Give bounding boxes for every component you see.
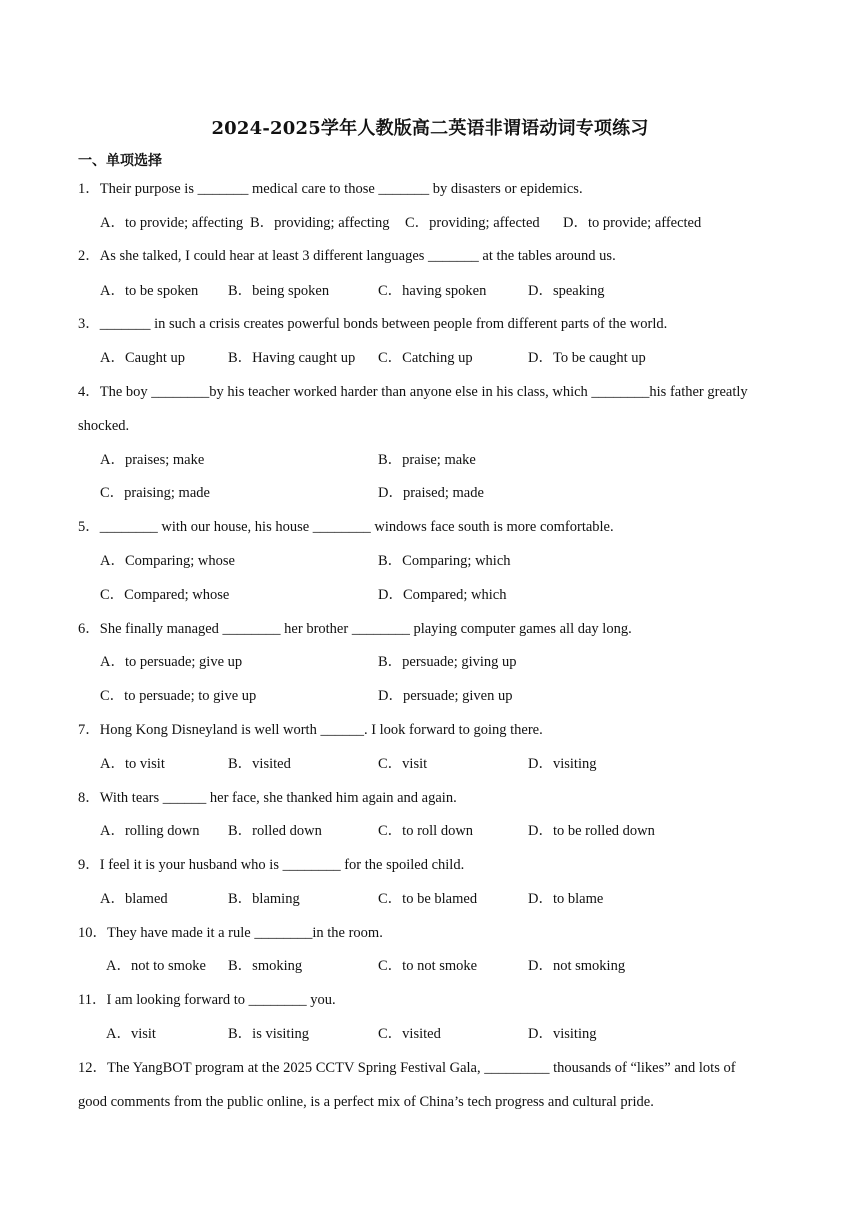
question-10-option-c[interactable]: C．to not smoke bbox=[378, 958, 478, 974]
question-5-option-c[interactable]: C．Compared; whose bbox=[100, 587, 230, 603]
question-6-stem: 6．She finally managed ________ her brother ________ playing computer games all day long. bbox=[78, 621, 632, 637]
question-5-option-d[interactable]: D．Compared; which bbox=[378, 587, 507, 603]
question-5-option-a[interactable]: A．Comparing; whose bbox=[100, 553, 235, 569]
question-4-option-c[interactable]: C．praising; made bbox=[100, 485, 210, 501]
question-7-stem: 7．Hong Kong Disneyland is well worth ______. I look forward to going there. bbox=[78, 722, 543, 738]
question-8-option-a[interactable]: A．rolling down bbox=[100, 823, 200, 839]
question-12-stem: 12．The YangBOT program at the 2025 CCTV Spring Festival Gala, _________ thousands of “likes” and lots of bbox=[78, 1060, 736, 1076]
question-2-option-c[interactable]: C．having spoken bbox=[378, 283, 487, 299]
question-1-option-b[interactable]: B．providing; affecting bbox=[250, 215, 390, 231]
question-11-option-b[interactable]: B．is visiting bbox=[228, 1026, 309, 1042]
question-10-option-d[interactable]: D．not smoking bbox=[528, 958, 626, 974]
question-6-option-c[interactable]: C．to persuade; to give up bbox=[100, 688, 257, 704]
question-3-stem: 3．_______ in such a crisis creates powerful bonds between people from different parts of the world. bbox=[78, 316, 668, 332]
question-11-option-d[interactable]: D．visiting bbox=[528, 1026, 597, 1042]
question-1-stem: 1．Their purpose is _______ medical care to those _______ by disasters or epidemics. bbox=[78, 181, 583, 197]
question-6-option-a[interactable]: A．to persuade; give up bbox=[100, 654, 243, 670]
question-7-option-a[interactable]: A．to visit bbox=[100, 756, 165, 772]
question-3-option-b[interactable]: B．Having caught up bbox=[228, 350, 356, 366]
question-9-stem: 9．I feel it is your husband who is ________ for the spoiled child. bbox=[78, 857, 465, 873]
question-3-option-c[interactable]: C．Catching up bbox=[378, 350, 473, 366]
question-4-stem: 4．The boy ________by his teacher worked harder than anyone else in his class, which ________his father greatly bbox=[78, 384, 748, 400]
question-1-option-c[interactable]: C．providing; affected bbox=[405, 215, 540, 231]
question-3-option-d[interactable]: D．To be caught up bbox=[528, 350, 646, 366]
question-5-stem: 5．________ with our house, his house ________ windows face south is more comfortable. bbox=[78, 519, 614, 535]
question-8-option-c[interactable]: C．to roll down bbox=[378, 823, 474, 839]
question-11-option-c[interactable]: C．visited bbox=[378, 1026, 441, 1042]
question-4-option-d[interactable]: D．praised; made bbox=[378, 485, 484, 501]
question-2-option-b[interactable]: B．being spoken bbox=[228, 283, 330, 299]
question-3-option-a[interactable]: A．Caught up bbox=[100, 350, 185, 366]
question-1-option-d[interactable]: D．to provide; affected bbox=[563, 215, 702, 231]
question-9-option-d[interactable]: D．to blame bbox=[528, 891, 604, 907]
question-2-stem: 2．As she talked, I could hear at least 3 different languages _______ at the tables around us. bbox=[78, 248, 616, 264]
question-7-option-c[interactable]: C．visit bbox=[378, 756, 428, 772]
question-7-option-b[interactable]: B．visited bbox=[228, 756, 291, 772]
question-9-option-a[interactable]: A．blamed bbox=[100, 891, 168, 907]
question-10-stem: 10．They have made it a rule ________in the room. bbox=[78, 925, 383, 941]
question-2-option-d[interactable]: D．speaking bbox=[528, 283, 605, 299]
question-1-option-a[interactable]: A．to provide; affecting bbox=[100, 215, 244, 231]
question-9-option-b[interactable]: B．blaming bbox=[228, 891, 300, 907]
question-10-option-b[interactable]: B．smoking bbox=[228, 958, 303, 974]
question-4-stem-continued: shocked. bbox=[78, 418, 130, 434]
question-7-option-d[interactable]: D．visiting bbox=[528, 756, 597, 772]
question-12-stem-continued: good comments from the public online, is a perfect mix of China’s tech progress and cultural pride. bbox=[78, 1094, 654, 1110]
question-6-option-b[interactable]: B．persuade; giving up bbox=[378, 654, 517, 670]
question-5-option-b[interactable]: B．Comparing; which bbox=[378, 553, 511, 569]
question-9-option-c[interactable]: C．to be blamed bbox=[378, 891, 478, 907]
question-4-option-b[interactable]: B．praise; make bbox=[378, 452, 476, 468]
question-8-option-d[interactable]: D．to be rolled down bbox=[528, 823, 655, 839]
question-8-option-b[interactable]: B．rolled down bbox=[228, 823, 322, 839]
section-heading: 一、单项选择 bbox=[78, 153, 162, 169]
question-2-option-a[interactable]: A．to be spoken bbox=[100, 283, 199, 299]
question-4-option-a[interactable]: A．praises; make bbox=[100, 452, 205, 468]
question-11-option-a[interactable]: A．visit bbox=[106, 1026, 156, 1042]
question-8-stem: 8．With tears ______ her face, she thanked him again and again. bbox=[78, 790, 457, 806]
question-6-option-d[interactable]: D．persuade; given up bbox=[378, 688, 513, 704]
question-11-stem: 11．I am looking forward to ________ you. bbox=[78, 992, 336, 1008]
question-10-option-a[interactable]: A．not to smoke bbox=[106, 958, 206, 974]
page-title: 2024-2025学年人教版高二英语非谓语动词专项练习 bbox=[211, 118, 649, 139]
